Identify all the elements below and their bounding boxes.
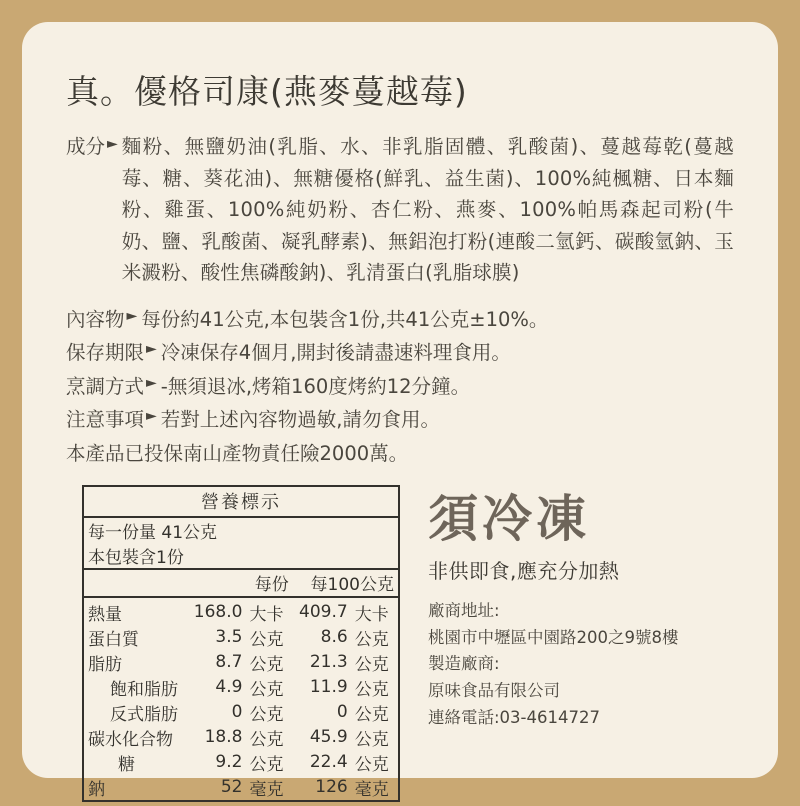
manufacturer-maker-label: 製造廠商: (428, 654, 500, 674)
serving-size: 每一份量 41公克 (88, 522, 218, 543)
table-row (84, 700, 398, 725)
arrow-icon: ► (126, 307, 138, 324)
product-title: 真。優格司康(燕麥蔓越莓) (66, 72, 468, 111)
ingredients-text: 麵粉、無鹽奶油(乳脂、水、非乳脂固體、乳酸菌)、蔓越莓乾(蔓越莓、糖、葵花油)、無糖優格(鮮乳、益生菌)、100%純楓糖、日本麵粉、雞蛋、100%純奶粉、杏仁粉、燕麥、100%帕馬森起司粉(牛奶、鹽、乳酸菌、凝乳酵素)、無鋁泡打粉(連酸二氫鈣、碳酸氫鈉、玉米澱粉、酸性焦磷酸鈉)、乳清蛋白(乳脂球膜) (121, 135, 734, 285)
row-serving-value: 18.8 (204, 727, 243, 748)
table-row (84, 725, 398, 750)
row-name: 脂肪 (88, 654, 122, 675)
row-serving-value: 9.2 (215, 752, 243, 773)
col-per-100g: 每100公克 (293, 569, 398, 597)
row-per100-unit: 大卡 (354, 604, 389, 625)
row-serving-value: 0 (231, 702, 243, 723)
row-serving-unit: 毫克 (249, 779, 284, 800)
meta-block (66, 303, 734, 471)
row-serving-value: 3.5 (215, 627, 243, 648)
table-row (84, 625, 398, 650)
row-serving-value: 8.7 (215, 652, 243, 673)
nutrition-title: 營養標示 (84, 487, 398, 517)
nutrition-table-wrap (66, 485, 396, 806)
table-row (84, 650, 398, 675)
meta-value-caution: 若對上述內容物過敏,請勿食用。 (160, 408, 440, 432)
table-row (84, 597, 398, 625)
row-per100-value: 0 (336, 702, 348, 723)
ingredients-row (66, 131, 734, 289)
row-serving-unit: 公克 (249, 679, 284, 700)
row-per100-unit: 公克 (354, 729, 389, 750)
meta-label-content: 內容物 (66, 307, 125, 331)
row-serving-unit: 公克 (249, 704, 284, 725)
row-per100-value: 21.3 (309, 652, 348, 673)
row-name: 碳水化合物 (88, 729, 173, 750)
row-per100-value: 8.6 (320, 627, 348, 648)
row-serving-unit: 公克 (249, 654, 284, 675)
servings-per-pack: 本包裝含1份 (84, 543, 398, 569)
row-per100-unit: 公克 (354, 679, 389, 700)
row-name: 鈉 (88, 779, 105, 800)
nutrition-serving-row (84, 517, 398, 543)
ingredients-label: 成分 (66, 135, 106, 158)
meta-label-cooking: 烹調方式 (66, 374, 145, 398)
meta-row-shelf-life (66, 336, 734, 370)
right-column (396, 485, 734, 732)
row-per100-value: 409.7 (299, 602, 348, 623)
row-name: 糖 (118, 754, 135, 775)
manufacturer-phone: 連絡電話:03-4614727 (428, 707, 600, 727)
nutrition-column-header-row (84, 569, 398, 597)
table-row (84, 675, 398, 700)
col-per-serving: 每份 (187, 569, 292, 597)
meta-value-content: 每份約41公克,本包裝含1份,共41公克±10%。 (141, 307, 549, 331)
heat-notice: 非供即食,應充分加熱 (428, 559, 620, 584)
row-per100-value: 11.9 (309, 677, 348, 698)
row-per100-value: 126 (315, 777, 348, 798)
table-row (84, 775, 398, 800)
meta-row-content (66, 303, 734, 337)
row-per100-unit: 公克 (354, 704, 389, 725)
row-serving-unit: 公克 (249, 729, 284, 750)
row-serving-value: 168.0 (193, 602, 243, 623)
frozen-notice: 須冷凍 (428, 489, 590, 548)
table-row (84, 750, 398, 775)
manufacturer-maker: 原味食品有限公司 (428, 681, 560, 701)
row-per100-unit: 毫克 (354, 779, 389, 800)
meta-value-shelf-life: 冷凍保存4個月,開封後請盡速料理食用。 (160, 341, 511, 365)
nutrition-servings-row (84, 543, 398, 569)
row-per100-unit: 公克 (354, 654, 389, 675)
row-serving-unit: 公克 (249, 754, 284, 775)
row-serving-unit: 公克 (249, 629, 284, 650)
row-serving-value: 4.9 (215, 677, 243, 698)
lower-section (66, 485, 734, 806)
nutrition-table-border (82, 485, 400, 802)
row-per100-unit: 公克 (354, 629, 389, 650)
arrow-icon: ► (146, 408, 157, 425)
manufacturer-address: 桃園市中壢區中園路200之9號8樓 (428, 627, 679, 647)
insurance-line: 本產品已投保南山產物責任險2000萬。 (66, 442, 409, 466)
meta-value-cooking: -無須退冰,烤箱160度烤約12分鐘。 (160, 374, 471, 398)
meta-row-caution (66, 403, 734, 437)
row-per100-unit: 公克 (354, 754, 389, 775)
meta-label-shelf-life: 保存期限 (66, 341, 145, 365)
row-name: 反式脂肪 (110, 704, 178, 725)
row-serving-value: 52 (220, 777, 243, 798)
arrow-icon: ► (107, 136, 118, 152)
nutrition-title-row (84, 487, 398, 517)
row-name: 熱量 (88, 604, 122, 625)
food-label-card (22, 22, 778, 800)
manufacturer-address-label: 廠商地址: (428, 601, 500, 621)
arrow-icon: ► (146, 341, 157, 358)
row-per100-value: 22.4 (309, 752, 348, 773)
row-name: 飽和脂肪 (110, 679, 178, 700)
meta-label-caution: 注意事項 (66, 408, 145, 432)
nutrition-table (84, 487, 398, 800)
blank-cell (84, 569, 187, 597)
meta-row-cooking (66, 370, 734, 404)
arrow-icon: ► (146, 374, 157, 391)
row-serving-unit: 大卡 (249, 604, 284, 625)
row-name: 蛋白質 (88, 629, 139, 650)
row-per100-value: 45.9 (309, 727, 348, 748)
